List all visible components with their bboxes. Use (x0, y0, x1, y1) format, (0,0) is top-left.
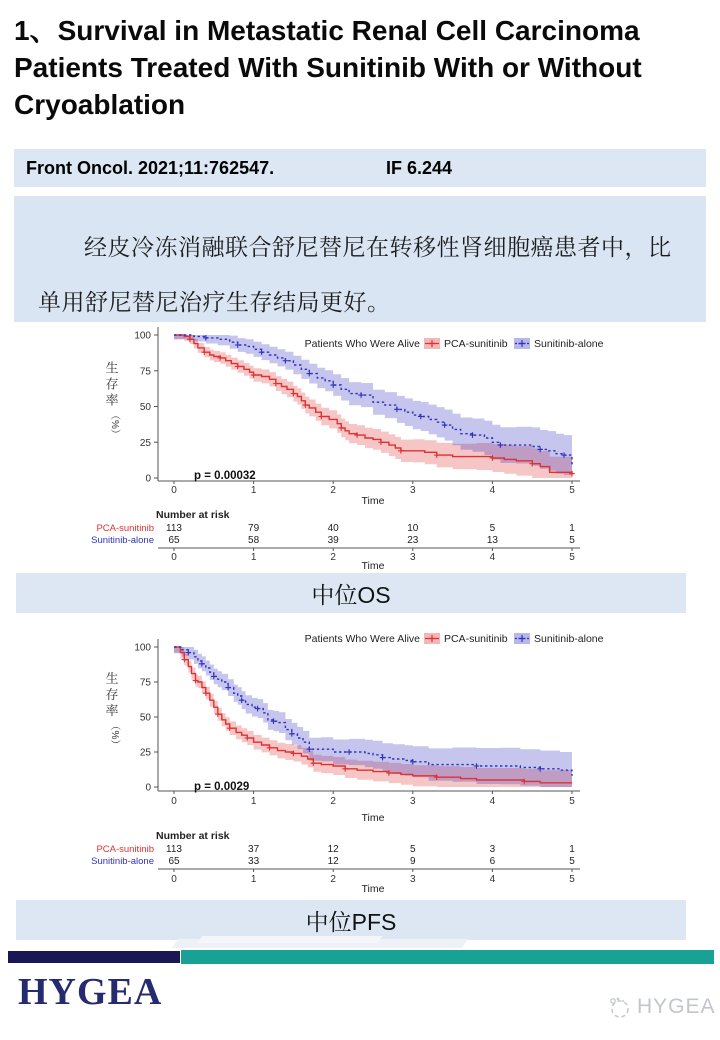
impact-factor: IF 6.244 (386, 158, 453, 178)
svg-text:2: 2 (330, 874, 336, 885)
svg-text:65: 65 (168, 856, 180, 867)
hygea-watermark (606, 994, 716, 1020)
svg-text:（%）: （%） (109, 720, 120, 750)
svg-text:PCA-sunitinib: PCA-sunitinib (96, 844, 154, 855)
footer-bar-navy (8, 951, 180, 963)
svg-text:存: 存 (105, 687, 119, 702)
summary-text: 经皮冷冻消融联合舒尼替尼在转移性肾细胞癌患者中，比单用舒尼替尼治疗生存结局更好。 (38, 234, 672, 315)
svg-text:Number at risk: Number at risk (156, 509, 230, 521)
globe-icon (606, 994, 632, 1020)
svg-text:3: 3 (410, 552, 416, 563)
svg-text:4: 4 (489, 485, 496, 496)
svg-text:1: 1 (250, 552, 257, 563)
svg-text:58: 58 (248, 535, 260, 546)
svg-text:1: 1 (250, 796, 257, 807)
svg-text:p = 0.0029: p = 0.0029 (194, 781, 250, 793)
svg-text:3: 3 (410, 485, 416, 496)
summary-panel (14, 196, 706, 322)
svg-text:113: 113 (166, 844, 182, 855)
hygea-logo: HYGEA (18, 971, 163, 1013)
svg-text:25: 25 (139, 437, 151, 449)
page-title: 1、Survival in Metastatic Renal Cell Carcinoma Patients Treated With Sunitinib With or Without Cryoablation (14, 15, 642, 120)
svg-text:生: 生 (105, 360, 119, 376)
svg-text:0: 0 (171, 552, 177, 563)
svg-text:Time: Time (361, 560, 385, 572)
svg-text:0: 0 (145, 782, 151, 794)
os-caption-band (16, 573, 686, 613)
svg-text:5: 5 (569, 485, 575, 496)
pfs-caption-band (16, 900, 686, 940)
svg-text:40: 40 (327, 523, 339, 534)
svg-text:1: 1 (569, 844, 575, 855)
svg-text:1: 1 (250, 874, 257, 885)
svg-text:25: 25 (139, 747, 151, 759)
svg-text:Patients Who Were Alive: Patients Who Were Alive (304, 338, 420, 350)
svg-text:5: 5 (569, 535, 575, 546)
citation-bar (14, 149, 706, 187)
svg-text:1: 1 (569, 523, 575, 534)
svg-text:39: 39 (327, 535, 339, 546)
svg-text:75: 75 (139, 366, 151, 378)
svg-text:1: 1 (250, 485, 257, 496)
pfs-caption-text: 中位PFS (305, 908, 397, 935)
svg-text:100: 100 (134, 642, 151, 654)
svg-text:率: 率 (105, 703, 119, 718)
svg-text:生: 生 (105, 671, 119, 686)
citation-text: Front Oncol. 2021;11:762547. (26, 158, 275, 178)
svg-text:12: 12 (327, 856, 339, 867)
svg-text:（%）: （%） (109, 410, 120, 439)
svg-text:5: 5 (569, 796, 575, 807)
svg-text:Time: Time (361, 495, 385, 507)
svg-text:5: 5 (410, 844, 416, 855)
svg-text:PCA-sunitinib: PCA-sunitinib (444, 338, 508, 350)
svg-text:9: 9 (410, 856, 416, 867)
svg-text:33: 33 (248, 856, 260, 867)
svg-text:Sunitinib-alone: Sunitinib-alone (91, 856, 154, 867)
svg-text:PCA-sunitinib: PCA-sunitinib (444, 633, 508, 645)
svg-text:2: 2 (330, 796, 336, 807)
svg-text:50: 50 (139, 402, 151, 413)
svg-text:5: 5 (569, 874, 575, 885)
svg-text:3: 3 (410, 874, 416, 885)
svg-text:p = 0.00032: p = 0.00032 (194, 470, 256, 482)
svg-text:10: 10 (407, 523, 419, 534)
svg-text:0: 0 (171, 796, 177, 807)
svg-text:3: 3 (489, 844, 496, 855)
svg-text:12: 12 (327, 844, 339, 855)
svg-text:4: 4 (489, 552, 496, 563)
svg-text:65: 65 (168, 535, 180, 546)
svg-text:79: 79 (248, 523, 260, 534)
os-caption-text: 中位OS (311, 581, 391, 608)
svg-text:3: 3 (410, 796, 416, 807)
svg-text:0: 0 (171, 874, 177, 885)
svg-text:0: 0 (171, 485, 177, 496)
svg-text:37: 37 (248, 844, 260, 855)
svg-text:23: 23 (407, 535, 419, 546)
os-km-chart (90, 322, 602, 570)
svg-text:Patients Who Were Alive: Patients Who Were Alive (304, 633, 420, 645)
svg-text:113: 113 (166, 523, 182, 534)
footer-bar-teal (181, 950, 714, 964)
svg-text:Time: Time (361, 883, 385, 895)
svg-text:13: 13 (486, 535, 498, 546)
svg-text:2: 2 (330, 485, 336, 496)
svg-text:存: 存 (105, 376, 119, 392)
decorative-swoosh (198, 936, 383, 943)
svg-text:4: 4 (489, 796, 496, 807)
svg-text:PCA-sunitinib: PCA-sunitinib (96, 523, 154, 534)
pfs-km-chart (90, 628, 602, 894)
svg-text:Time: Time (361, 812, 385, 824)
svg-text:Sunitinib-alone: Sunitinib-alone (91, 535, 154, 546)
svg-text:5: 5 (569, 552, 575, 563)
svg-text:75: 75 (139, 677, 151, 689)
svg-text:5: 5 (489, 523, 496, 534)
svg-text:100: 100 (134, 330, 151, 342)
svg-text:5: 5 (569, 856, 575, 867)
svg-text:2: 2 (330, 552, 336, 563)
svg-text:6: 6 (489, 856, 496, 867)
svg-text:50: 50 (139, 712, 151, 724)
svg-text:Number at risk: Number at risk (156, 830, 230, 842)
svg-text:0: 0 (145, 473, 151, 485)
watermark-text: HYGEA (637, 995, 716, 1018)
svg-text:4: 4 (489, 874, 496, 885)
svg-text:Sunitinib-alone: Sunitinib-alone (534, 338, 604, 350)
svg-text:Sunitinib-alone: Sunitinib-alone (534, 633, 604, 645)
svg-text:率: 率 (105, 392, 119, 408)
